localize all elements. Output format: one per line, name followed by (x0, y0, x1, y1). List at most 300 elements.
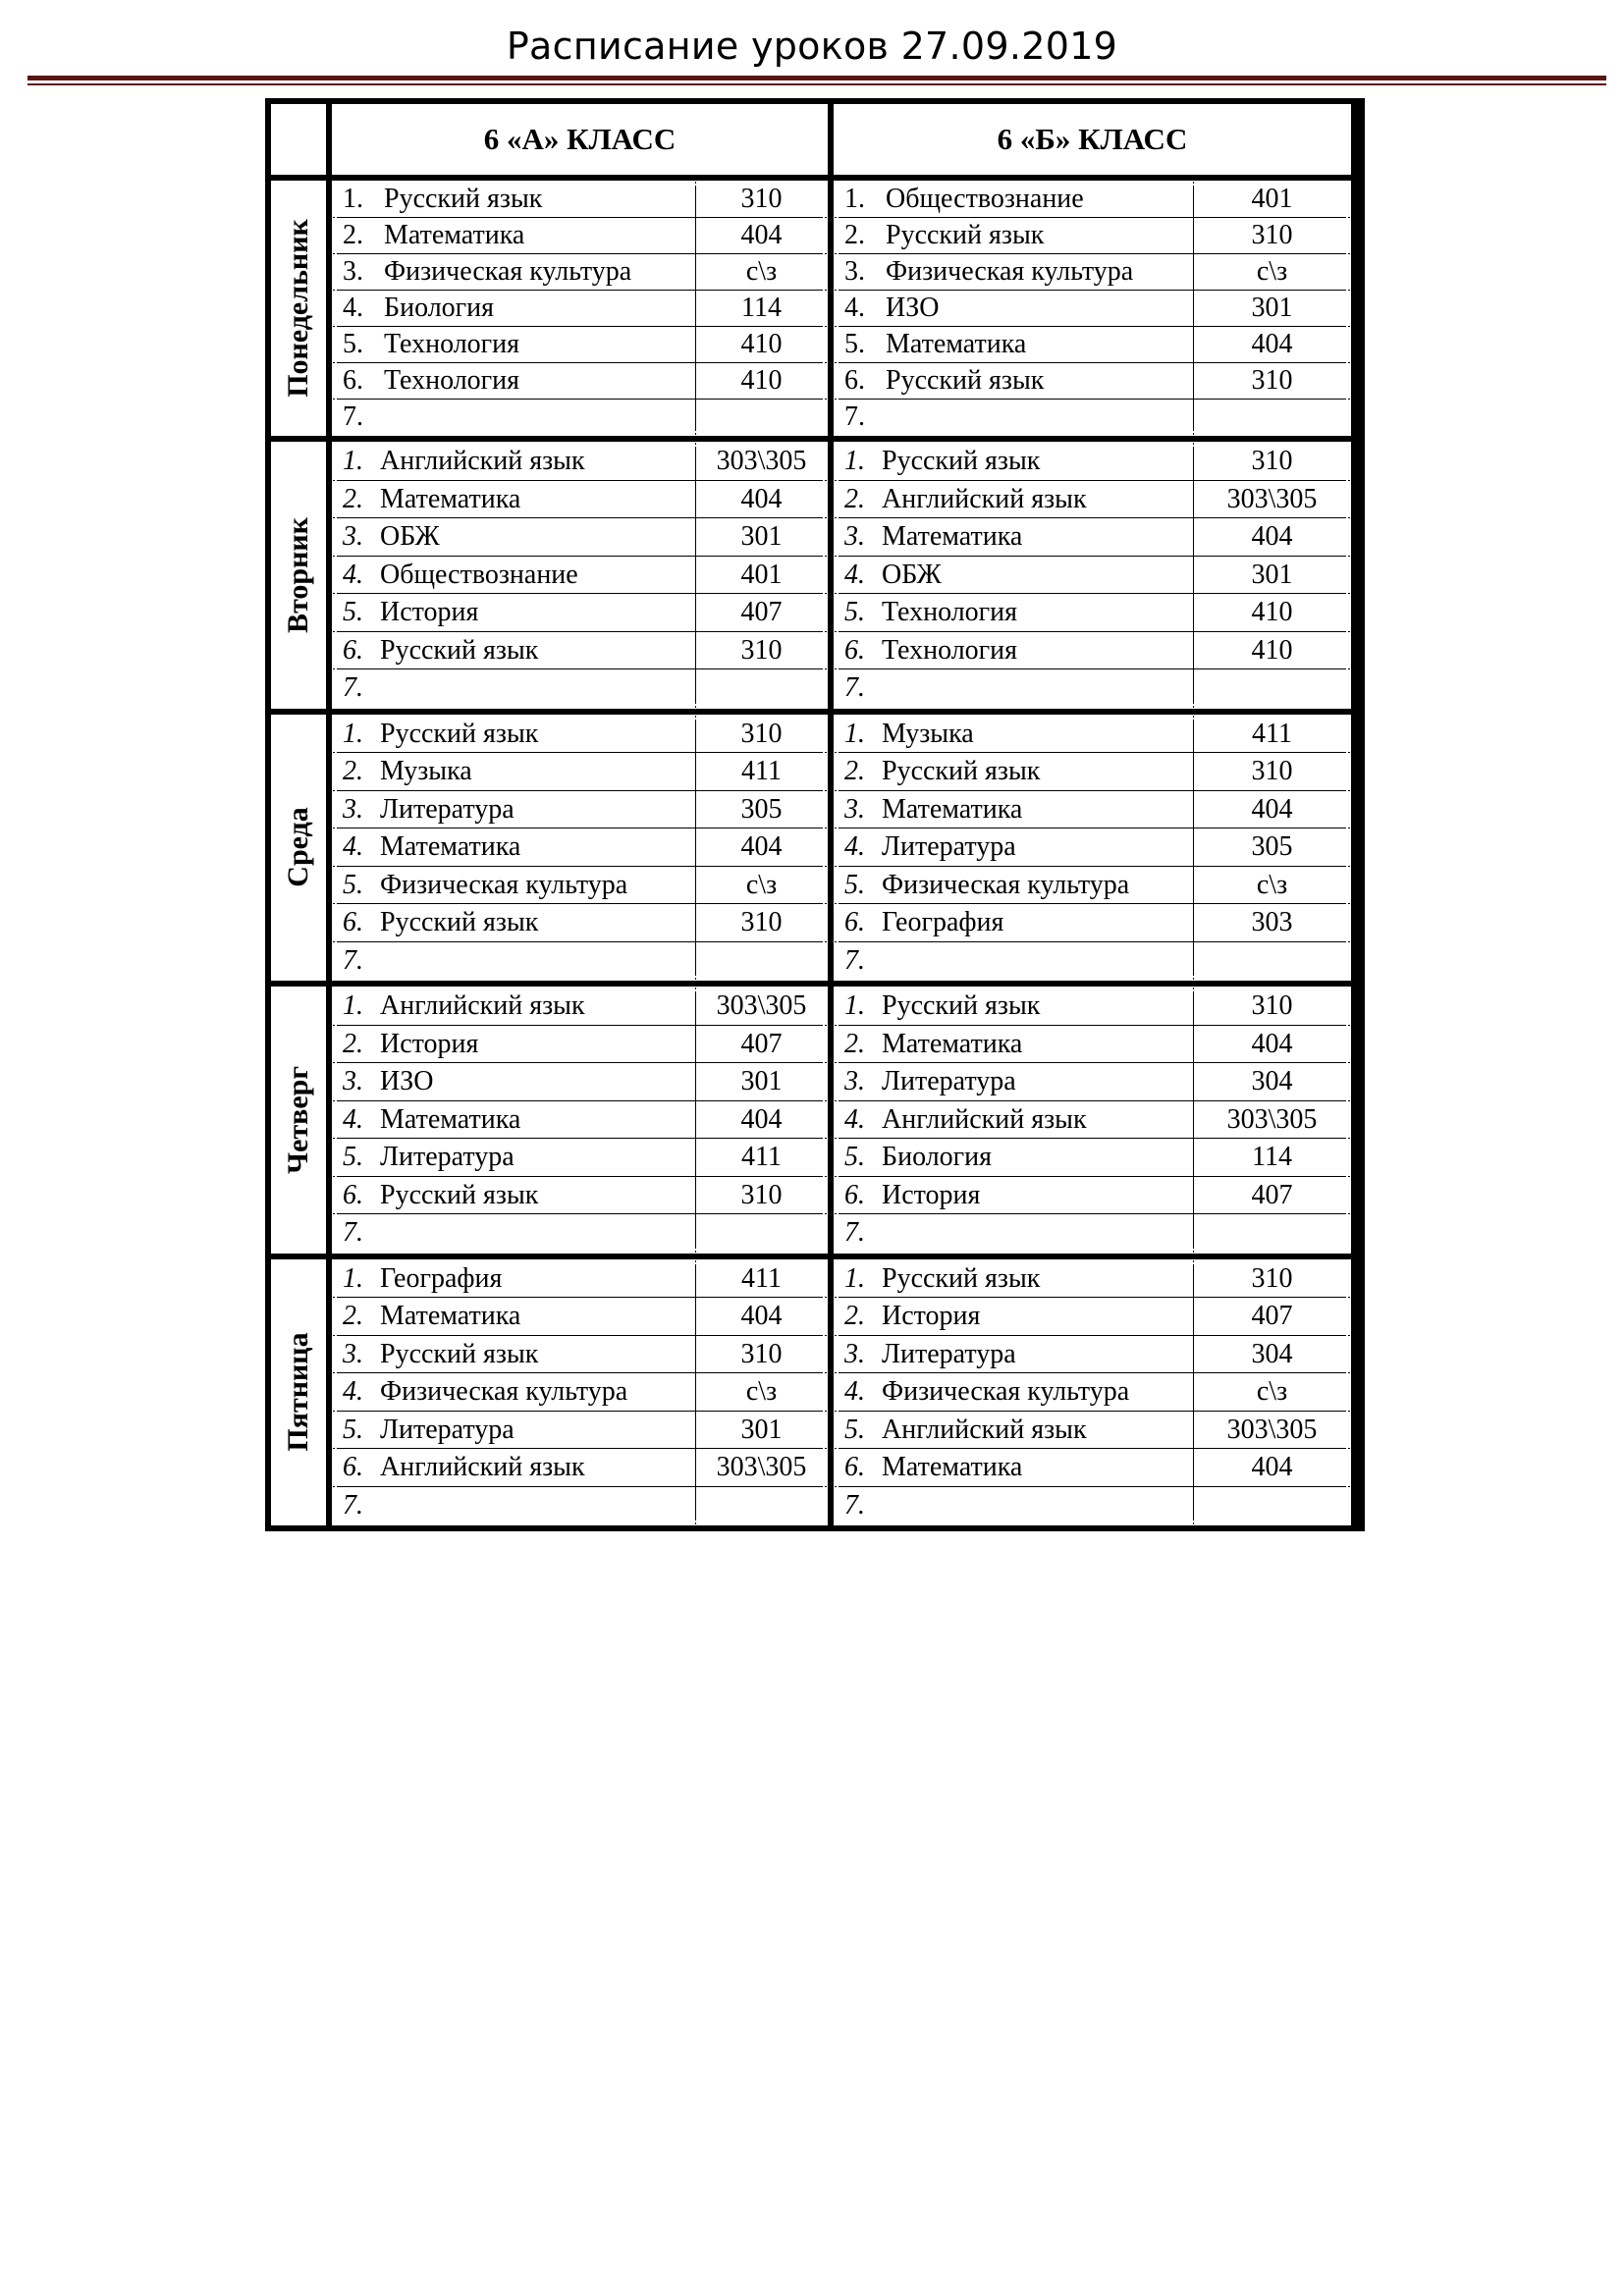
lessons-class-6a (332, 181, 828, 436)
lesson-room: с\з (695, 867, 827, 904)
day-cell (271, 181, 326, 436)
lesson-number: 3. (844, 793, 865, 825)
lesson-row (333, 443, 827, 481)
lesson-room: 404 (695, 218, 827, 253)
lesson-room: 301 (1193, 557, 1350, 594)
lesson-subject: Русский язык (886, 220, 1045, 250)
lesson-number: 3. (844, 1338, 865, 1369)
lessons-class-6b (834, 442, 1351, 709)
lesson-room: с\з (1193, 254, 1350, 290)
lesson-subject: ОБЖ (882, 559, 942, 590)
lesson-number: 5. (844, 1414, 865, 1445)
lesson-room: 404 (1193, 327, 1350, 362)
lesson-row (333, 669, 827, 708)
lesson-number: 3. (844, 1066, 865, 1096)
lesson-number: 4. (343, 1376, 363, 1407)
lesson-row (333, 791, 827, 829)
lesson-number: 2. (844, 1301, 865, 1331)
lesson-subject: Технология (384, 365, 520, 396)
lesson-room (1193, 400, 1350, 435)
page-title: Расписание уроков 27.09.2019 (506, 25, 1118, 68)
lesson-subject: ИЗО (380, 1066, 434, 1096)
lesson-subject: Литература (882, 1066, 1016, 1096)
lesson-number: 2. (343, 483, 363, 514)
lessons-class-6a (332, 1259, 828, 1526)
lesson-row (835, 518, 1350, 557)
lesson-number: 6. (844, 907, 865, 937)
lessons-class-6b (834, 987, 1351, 1254)
lesson-room: 310 (1193, 988, 1350, 1025)
lesson-number: 3. (844, 521, 865, 552)
lesson-row (333, 632, 827, 670)
lesson-subject (380, 1487, 695, 1525)
lesson-row (835, 443, 1350, 481)
lesson-room: 303\305 (1193, 1412, 1350, 1449)
lesson-row (333, 1336, 827, 1374)
lesson-row (835, 291, 1350, 327)
lesson-row (333, 363, 827, 400)
header-row (271, 104, 1359, 175)
lesson-number: 3. (343, 793, 363, 825)
lesson-row (333, 182, 827, 218)
lesson-subject: Обществознание (380, 559, 578, 590)
lesson-room: 404 (695, 828, 827, 866)
lesson-room: 410 (1193, 632, 1350, 669)
lesson-subject (882, 1487, 1193, 1525)
day-row (271, 715, 1359, 982)
lesson-number: 3. (343, 1066, 363, 1096)
lesson-number: 1. (844, 990, 865, 1021)
lesson-subject: История (380, 597, 479, 627)
day-cell (271, 987, 326, 1254)
lesson-room: 410 (1193, 594, 1350, 631)
lesson-room (1193, 1214, 1350, 1253)
lesson-row (835, 1412, 1350, 1450)
header-rule-thin (27, 83, 1606, 85)
lesson-number: 2. (343, 756, 363, 786)
lesson-room (695, 400, 827, 435)
lesson-row (333, 942, 827, 981)
lesson-room (695, 669, 827, 708)
lesson-room: 310 (1193, 443, 1350, 480)
lesson-room: 404 (1193, 1449, 1350, 1486)
lesson-subject (380, 1214, 695, 1253)
lesson-room: 301 (695, 518, 827, 556)
lesson-row (835, 1336, 1350, 1374)
lesson-row (835, 1063, 1350, 1101)
lesson-room: 411 (695, 1139, 827, 1176)
lesson-subject: Русский язык (886, 365, 1045, 396)
lesson-number: 3. (343, 1338, 363, 1369)
lesson-subject: Музыка (380, 756, 472, 786)
lesson-number: 5. (343, 597, 363, 627)
lesson-number: 3. (343, 256, 363, 287)
lesson-subject: Русский язык (882, 990, 1041, 1021)
lesson-room: 410 (695, 327, 827, 362)
lessons-class-6a (332, 987, 828, 1254)
lesson-number: 1. (844, 446, 865, 476)
lesson-row (333, 753, 827, 791)
lesson-number: 1. (343, 990, 363, 1021)
lesson-row (835, 1214, 1350, 1253)
lessons-class-6a (332, 442, 828, 709)
lesson-number: 4. (844, 1376, 865, 1407)
lesson-row (835, 218, 1350, 254)
lesson-number: 5. (343, 869, 363, 900)
lesson-subject: Литература (882, 831, 1016, 862)
lesson-row (835, 481, 1350, 519)
lesson-room: 305 (695, 791, 827, 828)
lesson-number: 1. (844, 718, 865, 749)
day-name: Вторник (282, 516, 314, 633)
lesson-row (333, 1139, 827, 1177)
lesson-row (835, 716, 1350, 754)
lesson-number: 2. (343, 1028, 363, 1059)
lesson-room: 304 (1193, 1063, 1350, 1100)
corner-cell (271, 104, 326, 175)
lesson-row (835, 557, 1350, 595)
lesson-number: 6. (343, 634, 363, 666)
lesson-number: 7. (343, 1489, 363, 1521)
lesson-room: 301 (1193, 291, 1350, 326)
lesson-row (835, 363, 1350, 400)
lesson-number: 6. (343, 907, 363, 937)
lesson-subject: Математика (380, 831, 521, 862)
lesson-number: 7. (343, 944, 363, 976)
lesson-row (333, 1101, 827, 1140)
lesson-subject: Физическая культура (882, 1376, 1130, 1407)
lesson-subject: Литература (380, 1414, 514, 1445)
lesson-row (835, 594, 1350, 632)
lesson-room: 310 (1193, 363, 1350, 399)
day-row (271, 1259, 1359, 1526)
lesson-row (835, 753, 1350, 791)
lesson-room: 303\305 (1193, 1101, 1350, 1139)
lesson-room: 310 (1193, 1260, 1350, 1298)
lesson-row (835, 1101, 1350, 1140)
lesson-room: 310 (1193, 753, 1350, 790)
lesson-row (333, 904, 827, 942)
lesson-subject: Технология (882, 634, 1018, 666)
lesson-row (333, 1487, 827, 1525)
day-name: Пятница (282, 1332, 314, 1452)
lesson-room: 411 (695, 1260, 827, 1298)
day-cell (271, 715, 326, 982)
day-cell (271, 442, 326, 709)
lesson-room: 411 (695, 753, 827, 790)
lesson-subject: Английский язык (882, 483, 1087, 514)
lesson-row (835, 988, 1350, 1026)
lesson-room: 404 (1193, 518, 1350, 556)
lesson-row (333, 828, 827, 867)
lesson-subject: История (380, 1028, 479, 1059)
lesson-subject: Английский язык (380, 1452, 585, 1482)
lesson-subject: Русский язык (380, 718, 539, 749)
lesson-subject: Математика (380, 1103, 521, 1135)
lesson-number: 2. (844, 1028, 865, 1059)
lesson-subject: Русский язык (882, 756, 1041, 786)
lesson-room: 114 (695, 291, 827, 326)
lesson-row (835, 942, 1350, 981)
lesson-room: с\з (1193, 867, 1350, 904)
lesson-number: 5. (844, 329, 865, 359)
lesson-number: 3. (343, 521, 363, 552)
lesson-row (835, 1449, 1350, 1487)
lesson-room (1193, 1487, 1350, 1525)
lesson-subject: Математика (384, 220, 525, 250)
lesson-row (333, 988, 827, 1026)
lesson-subject: Физическая культура (886, 256, 1134, 287)
lesson-subject: Математика (882, 1452, 1023, 1482)
lesson-number: 6. (343, 1179, 363, 1210)
lesson-subject: ОБЖ (380, 521, 440, 552)
lesson-number: 4. (343, 559, 363, 590)
lesson-number: 6. (844, 1452, 865, 1482)
lesson-row (333, 716, 827, 754)
lesson-row (835, 828, 1350, 867)
lesson-row (333, 400, 827, 435)
lessons-class-6a (332, 715, 828, 982)
lesson-number: 6. (343, 1452, 363, 1482)
lesson-number: 2. (844, 483, 865, 514)
lesson-row (835, 1139, 1350, 1177)
lessons-class-6b (834, 181, 1351, 436)
lesson-subject: Русский язык (882, 1262, 1041, 1294)
lesson-row (333, 1260, 827, 1299)
lesson-room: 404 (695, 481, 827, 518)
lesson-room: 404 (695, 1298, 827, 1335)
lesson-subject: Математика (380, 1301, 521, 1331)
lesson-number: 5. (343, 1142, 363, 1172)
lesson-row (333, 1026, 827, 1064)
lesson-room: 303\305 (695, 1449, 827, 1486)
lesson-subject: Литература (882, 1338, 1016, 1369)
lesson-row (333, 218, 827, 254)
lesson-row (333, 1412, 827, 1450)
lesson-subject: Математика (882, 1028, 1023, 1059)
lesson-number: 4. (343, 831, 363, 862)
day-row (271, 442, 1359, 709)
lesson-room: 304 (1193, 1336, 1350, 1373)
lesson-row (333, 481, 827, 519)
lesson-row (835, 1298, 1350, 1336)
lesson-row (835, 791, 1350, 829)
lesson-subject: Литература (380, 1142, 514, 1172)
lesson-number: 2. (343, 1301, 363, 1331)
lesson-row (333, 557, 827, 595)
lesson-subject (882, 669, 1193, 708)
lesson-room: 404 (695, 1101, 827, 1139)
lesson-room: 410 (695, 363, 827, 399)
lessons-class-6b (834, 1259, 1351, 1526)
lesson-room: 303 (1193, 904, 1350, 941)
lesson-subject: Биология (384, 293, 495, 323)
lesson-number: 5. (844, 597, 865, 627)
lesson-room: с\з (695, 1373, 827, 1411)
lesson-room (695, 942, 827, 981)
lesson-subject: Обществознание (886, 184, 1084, 214)
lesson-room: 303\305 (695, 443, 827, 480)
lesson-number: 7. (844, 672, 865, 703)
class-header-6a: 6 «А» КЛАСС (332, 104, 828, 175)
lesson-room: 310 (1193, 218, 1350, 253)
lesson-room (1193, 942, 1350, 981)
lesson-subject: Русский язык (384, 184, 543, 214)
lesson-room: 404 (1193, 791, 1350, 828)
lesson-subject: Технология (384, 329, 520, 359)
lesson-room: 310 (695, 904, 827, 941)
lesson-subject: Английский язык (380, 990, 585, 1021)
lesson-row (333, 594, 827, 632)
lesson-subject: Технология (882, 597, 1018, 627)
lesson-number: 7. (343, 1217, 363, 1248)
lesson-row (835, 327, 1350, 363)
lesson-subject: Математика (886, 329, 1027, 359)
lesson-row (333, 291, 827, 327)
lesson-row (835, 867, 1350, 905)
lesson-room (695, 1487, 827, 1525)
lesson-row (333, 1063, 827, 1101)
lesson-subject: Математика (882, 793, 1023, 825)
lesson-subject: Математика (380, 483, 521, 514)
lesson-subject (380, 942, 695, 981)
lesson-room (695, 1214, 827, 1253)
lesson-row (835, 254, 1350, 291)
lesson-room: 310 (695, 182, 827, 217)
lesson-room: 303\305 (695, 988, 827, 1025)
lesson-subject: Русский язык (380, 634, 539, 666)
lesson-subject (384, 400, 695, 435)
lesson-row (835, 1373, 1350, 1412)
lesson-subject: Физическая культура (380, 1376, 628, 1407)
lesson-row (835, 1177, 1350, 1215)
lesson-room: 407 (695, 1026, 827, 1063)
lesson-number: 2. (844, 756, 865, 786)
lesson-number: 4. (844, 559, 865, 590)
lesson-room: 310 (695, 1336, 827, 1373)
lesson-number: 2. (844, 220, 865, 250)
lesson-subject (886, 400, 1193, 435)
lessons-class-6b (834, 715, 1351, 982)
lesson-room: с\з (695, 254, 827, 290)
lesson-number: 1. (343, 1262, 363, 1294)
lesson-number: 1. (343, 446, 363, 476)
lesson-room: 310 (695, 1177, 827, 1214)
lesson-number: 4. (844, 1103, 865, 1135)
lesson-room: 301 (695, 1412, 827, 1449)
lesson-room: 303\305 (1193, 481, 1350, 518)
lesson-row (835, 1026, 1350, 1064)
lesson-subject: История (882, 1301, 981, 1331)
lesson-room: 407 (1193, 1298, 1350, 1335)
lesson-room: 401 (695, 557, 827, 594)
lesson-row (835, 669, 1350, 708)
lesson-row (333, 518, 827, 557)
lesson-subject: Литература (380, 793, 514, 825)
lesson-number: 1. (343, 718, 363, 749)
schedule-table (265, 98, 1365, 1531)
lesson-row (333, 1177, 827, 1215)
lesson-subject: Русский язык (380, 1338, 539, 1369)
day-cell (271, 1259, 326, 1526)
lesson-subject: Английский язык (380, 446, 585, 476)
lesson-row (333, 327, 827, 363)
lesson-subject: География (882, 907, 1004, 937)
lesson-number: 5. (844, 869, 865, 900)
lesson-number: 6. (844, 634, 865, 666)
lesson-row (333, 1449, 827, 1487)
lesson-subject: Английский язык (882, 1414, 1087, 1445)
lesson-number: 7. (844, 944, 865, 976)
lesson-number: 7. (844, 1489, 865, 1521)
lesson-room (1193, 669, 1350, 708)
lesson-row (835, 1487, 1350, 1525)
lesson-subject (882, 942, 1193, 981)
lesson-number: 4. (343, 1103, 363, 1135)
lesson-row (835, 1260, 1350, 1299)
lesson-number: 1. (343, 184, 363, 214)
lesson-number: 7. (343, 672, 363, 703)
lesson-room: 301 (695, 1063, 827, 1100)
lesson-subject: ИЗО (886, 293, 940, 323)
lesson-number: 6. (844, 1179, 865, 1210)
lesson-room: 310 (695, 632, 827, 669)
lesson-number: 5. (343, 1414, 363, 1445)
lesson-room: 411 (1193, 716, 1350, 753)
day-row (271, 181, 1359, 436)
lesson-number: 4. (844, 293, 865, 323)
lesson-subject: География (380, 1262, 503, 1294)
lesson-room: с\з (1193, 1373, 1350, 1411)
lesson-row (333, 1373, 827, 1412)
lesson-subject: Английский язык (882, 1103, 1087, 1135)
day-name: Понедельник (282, 219, 314, 398)
lesson-number: 6. (844, 365, 865, 396)
class-header-6b: 6 «Б» КЛАСС (834, 104, 1351, 175)
lesson-number: 4. (343, 293, 363, 323)
lesson-number: 7. (844, 1217, 865, 1248)
lesson-number: 4. (844, 831, 865, 862)
lesson-subject: Русский язык (380, 907, 539, 937)
lesson-row (333, 1298, 827, 1336)
lesson-number: 5. (343, 329, 363, 359)
lesson-subject: Русский язык (380, 1179, 539, 1210)
day-row (271, 987, 1359, 1254)
lesson-room: 407 (1193, 1177, 1350, 1214)
lesson-room: 404 (1193, 1026, 1350, 1063)
lesson-row (333, 867, 827, 905)
lesson-number: 6. (343, 365, 363, 396)
lesson-subject: Русский язык (882, 446, 1041, 476)
lesson-subject: Физическая культура (384, 256, 632, 287)
lesson-subject: Математика (882, 521, 1023, 552)
lesson-subject: Физическая культура (882, 869, 1130, 900)
lesson-room: 114 (1193, 1139, 1350, 1176)
lesson-number: 1. (844, 1262, 865, 1294)
lesson-number: 1. (844, 184, 865, 214)
lesson-number: 7. (343, 401, 363, 432)
lesson-subject: Биология (882, 1142, 993, 1172)
lesson-row (835, 182, 1350, 218)
lesson-subject: Музыка (882, 718, 974, 749)
lesson-row (835, 632, 1350, 670)
lesson-number: 3. (844, 256, 865, 287)
lesson-subject: История (882, 1179, 981, 1210)
day-name: Среда (282, 807, 314, 887)
lesson-subject: Физическая культура (380, 869, 628, 900)
lesson-subject (882, 1214, 1193, 1253)
lesson-subject (380, 669, 695, 708)
